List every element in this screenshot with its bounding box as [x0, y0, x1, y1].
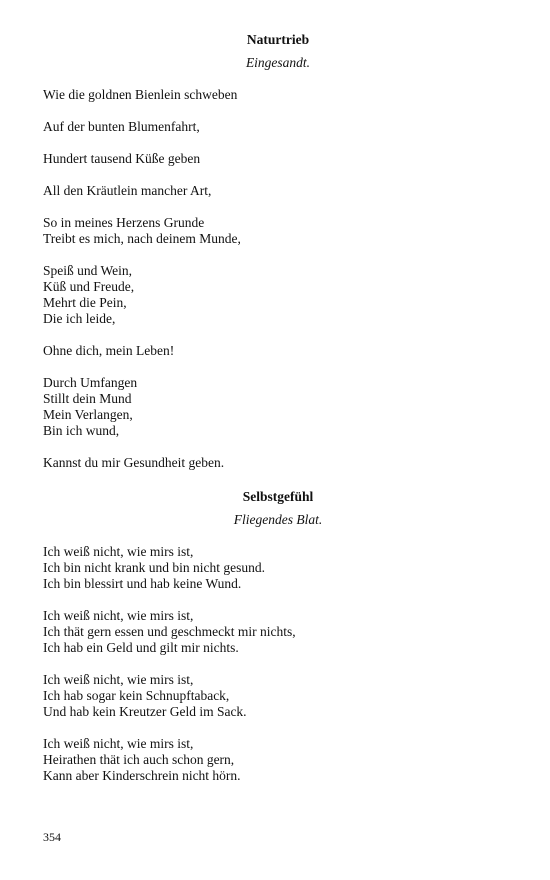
- verse-line: Hundert tausend Küße geben: [43, 151, 201, 166]
- stanza: [43, 263, 513, 327]
- poem-source: Eingesandt.: [245, 55, 311, 70]
- stanza: [43, 544, 513, 592]
- poem-source: Fliegendes Blat.: [233, 512, 323, 527]
- stanza: [43, 736, 513, 784]
- verse-line: Mein Verlangen,: [43, 407, 133, 422]
- verse-line: Bin ich wund,: [43, 423, 120, 438]
- verse-line: Und hab kein Kreutzer Geld im Sack.: [43, 704, 247, 719]
- stanza: [43, 87, 513, 103]
- stanza: [43, 455, 513, 471]
- poem-title: Selbstgefühl: [242, 489, 314, 504]
- poem-title: Naturtrieb: [246, 32, 310, 47]
- stanza: [43, 215, 513, 247]
- verse-line: Ich hab sogar kein Schnupftaback,: [43, 688, 230, 703]
- verse-line: Speiß und Wein,: [43, 263, 133, 278]
- page-body: [43, 30, 513, 800]
- stanza: [43, 375, 513, 439]
- verse-line: So in meines Herzens Grunde: [43, 215, 205, 230]
- verse-line: Ich weiß nicht, wie mirs ist,: [43, 608, 194, 623]
- verse-line: Ich hab ein Geld und gilt mir nichts.: [43, 640, 239, 655]
- verse-line: Mehrt die Pein,: [43, 295, 127, 310]
- poem-text: [43, 544, 513, 784]
- verse-line: Die ich leide,: [43, 311, 116, 326]
- stanza: [43, 151, 513, 167]
- verse-line: Ich bin nicht krank und bin nicht gesund.: [43, 560, 265, 575]
- verse-line: Auf der bunten Blumenfahrt,: [43, 119, 200, 134]
- verse-line: Ohne dich, mein Leben!: [43, 343, 175, 358]
- verse-line: Stillt dein Mund: [43, 391, 132, 406]
- stanza: [43, 119, 513, 135]
- stanza: [43, 672, 513, 720]
- verse-line: Durch Umfangen: [43, 375, 138, 390]
- poem-naturtrieb: [43, 30, 513, 471]
- verse-line: Ich weiß nicht, wie mirs ist,: [43, 544, 194, 559]
- page-number: 354: [43, 830, 61, 844]
- stanza: [43, 343, 513, 359]
- poem-selbstgefuehl: [43, 487, 513, 784]
- verse-line: Küß und Freude,: [43, 279, 135, 294]
- stanza: [43, 183, 513, 199]
- verse-line: Kann aber Kinderschrein nicht hörn.: [43, 768, 241, 783]
- verse-line: All den Kräutlein mancher Art,: [43, 183, 212, 198]
- stanza: [43, 608, 513, 656]
- verse-line: Treibt es mich, nach deinem Munde,: [43, 231, 241, 246]
- verse-line: Ich weiß nicht, wie mirs ist,: [43, 736, 194, 751]
- verse-line: Ich weiß nicht, wie mirs ist,: [43, 672, 194, 687]
- verse-line: Wie die goldnen Bienlein schweben: [43, 87, 238, 102]
- verse-line: Kannst du mir Gesundheit geben.: [43, 455, 225, 470]
- poem-text: [43, 87, 513, 471]
- verse-line: Ich bin blessirt und hab keine Wund.: [43, 576, 242, 591]
- verse-line: Heirathen thät ich auch schon gern,: [43, 752, 235, 767]
- verse-line: Ich thät gern essen und geschmeckt mir nichts,: [43, 624, 296, 639]
